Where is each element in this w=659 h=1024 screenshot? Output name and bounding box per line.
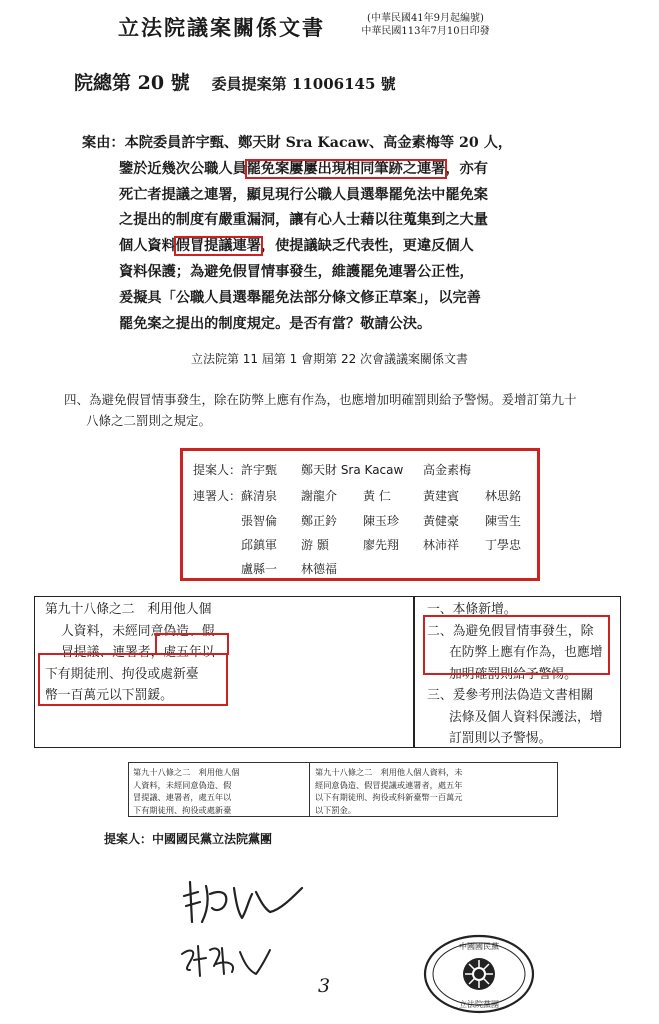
meta-print-date: 中華民國113年7月10日印發 <box>361 26 490 37</box>
highlight-fake-signature: 假冒提議連署 <box>175 238 261 255</box>
cosigner-name: 林思銘 <box>485 489 522 503</box>
seal-text-bottom: 立法院黨團 <box>459 1000 499 1009</box>
article-line: 下有期徒刑、拘役或處新臺 <box>45 666 199 682</box>
cosigner-name: 蘇清泉 <box>241 489 278 503</box>
cosigner-name: 盧縣一 <box>241 562 278 576</box>
page-number: 3 <box>318 975 331 997</box>
reason-line: 資料保護；為避免假冒情事發生，維護罷免連署公正性， <box>119 263 474 280</box>
highlight-reason-two <box>423 615 610 675</box>
proposer-name: 高金素梅 <box>423 463 472 477</box>
section-four-line: 八條之二罰則之規定。 <box>86 413 212 428</box>
scanned-line: 經同意偽造、假冒提議或連署者，處五年 <box>315 779 463 790</box>
reason-line <box>82 234 602 260</box>
scanned-divider <box>309 763 310 816</box>
proposer-name: 許宇甄 <box>241 463 278 477</box>
article-line: 幣一百萬元以下罰鍰。 <box>45 688 173 703</box>
seal-text-top: 中國國民黨 <box>459 942 499 951</box>
scanned-right-column <box>315 766 555 816</box>
proposal-number: 委員提案第 11006145 號 <box>211 75 396 93</box>
cosigner-name: 林德福 <box>301 562 338 576</box>
reason-text: ，亦有 <box>445 160 488 177</box>
reason-item: 二、為避免假冒情事發生，除 <box>427 623 594 639</box>
cosigner-name: 游 顥 <box>301 538 329 552</box>
reason-line: 案由：本院委員許宇甄、鄭天財 Sra Kacaw、高金素梅等 20 人， <box>82 135 513 151</box>
document-title: 立法院議案關係文書 <box>118 15 325 40</box>
proposer-caucus: 提案人：中國國民黨立法院黨團 <box>104 832 273 846</box>
proposer-name: 鄭天財 Sra Kacaw <box>301 463 404 477</box>
signature-one <box>176 872 306 932</box>
highlight-penalty-start <box>155 633 229 655</box>
reason-item: 法條及個人資料保護法，增 <box>449 709 603 725</box>
reason-line: 死亡者提議之連署，顯見現行公職人員選舉罷免法中罷免案 <box>119 186 488 203</box>
cosigner-name: 黃 仁 <box>363 489 391 503</box>
scanned-line: 人資料，未經同意偽造、假 <box>133 779 232 790</box>
scanned-line: 第九十八條之二 利用他人個人資料，未 <box>315 767 463 777</box>
scanned-left-column <box>133 766 307 816</box>
section-four <box>64 389 604 431</box>
proposer-label: 提案人： <box>193 463 242 477</box>
cosigner-name: 黃建賓 <box>423 489 460 503</box>
highlight-same-handwriting: 罷免案屢屢出現相同筆跡之連署 <box>246 160 446 177</box>
reason-text: ，使提議缺乏代表性，更違反個人 <box>260 238 474 255</box>
cosigner-name: 陳雪生 <box>485 514 522 528</box>
scanned-line: 以下罰金。 <box>315 804 356 815</box>
cosigner-name: 陳玉珍 <box>363 514 400 528</box>
cosigner-name: 邱鎮軍 <box>241 538 278 552</box>
table-divider <box>413 597 415 747</box>
scanned-line: 第九十八條之二 利用他人個 <box>133 767 240 777</box>
reason-line: 爰擬具「公職人員選舉罷免法部分條文修正草案」，以完善 <box>119 289 481 306</box>
cosigner-name: 謝龍介 <box>301 489 338 503</box>
document-header <box>118 8 638 44</box>
section-four-line: 四、為避免假冒情事發生，除在防弊上應有作為，也應增加明確罰則給予警惕。爰增訂第九十 <box>64 392 577 407</box>
signers-box <box>180 448 540 581</box>
cosigner-name: 張智倫 <box>241 514 278 528</box>
reason-text: 鑒於近幾次公職人員 <box>119 160 247 177</box>
scanned-line: 下有期徒刑、拘役或處新臺 <box>133 804 232 815</box>
document-number <box>74 68 396 95</box>
reason-line: 罷免案之提出的制度規定。是否有當？敬請公決。 <box>119 315 432 332</box>
article-line: 冒提議、連署者，處五年以 <box>61 645 215 660</box>
reason-item: 在防弊上應有作為，也應增 <box>449 645 603 660</box>
scanned-line: 冒提議、連署者，處五年以 <box>133 792 232 802</box>
cosigner-name: 黃健豪 <box>423 514 460 528</box>
article-line: 第九十八條之二 利用他人個 <box>45 602 212 617</box>
reason-item: 加明確罰則給予警惕。 <box>449 666 577 682</box>
document-meta <box>338 12 513 38</box>
highlight-penalty <box>38 653 228 706</box>
reason-line: 之提出的制度有嚴重漏洞，讓有心人士藉以往蒐集到之大量 <box>119 212 488 229</box>
party-seal-icon <box>422 933 536 1015</box>
reason-paragraph <box>82 131 602 337</box>
session-caption: 立法院第 11 屆第 1 會期第 22 次會議議案關係文書 <box>190 352 469 366</box>
general-number: 院總第 20 號 <box>74 72 190 94</box>
scanned-article-table <box>128 762 558 817</box>
signature-two <box>176 936 276 986</box>
cosigner-label: 連署人： <box>193 489 242 503</box>
reason-item: 訂罰則以予警惕。 <box>449 731 552 746</box>
cosigner-name: 丁學忠 <box>485 538 522 552</box>
meta-numbering: (中華民國41年9月起編號) <box>367 13 484 24</box>
reason-line <box>82 157 602 183</box>
reason-item: 一、本條新增。 <box>427 602 517 617</box>
scanned-line: 以下有期徒刑、拘役或科新臺幣一百萬元 <box>315 792 463 802</box>
article-line: 人資料，未經同意偽造、假 <box>61 623 215 639</box>
cosigner-name: 林沛祥 <box>423 538 460 552</box>
cosigner-name: 鄭正鈐 <box>301 514 338 528</box>
reason-text: 個人資料 <box>119 238 176 255</box>
cosigner-name: 廖先翔 <box>363 538 400 552</box>
reason-item: 三、爰參考刑法偽造文書相關 <box>427 688 594 703</box>
